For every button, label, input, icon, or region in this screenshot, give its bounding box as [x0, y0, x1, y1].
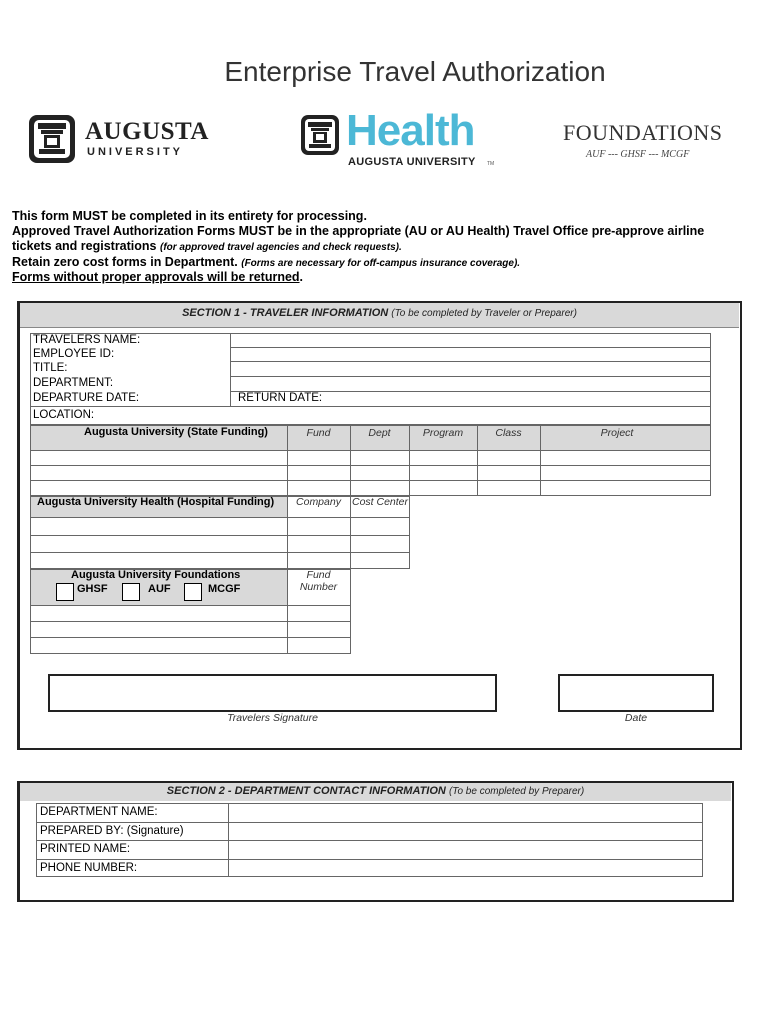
divider [30, 480, 711, 481]
instruction-line-2: Approved Travel Authorization Forms MUST be in the appropriate (AU or AU Health) Travel Office pre-approve airline [12, 224, 705, 238]
program-column-header: Program [422, 427, 464, 439]
instruction-line-4-bold: Retain zero cost forms in Department. [12, 255, 238, 269]
divider [230, 333, 231, 407]
instruction-line-5-end: . [299, 270, 304, 284]
instruction-line-4-italic: (Forms are necessary for off-campus insurance coverage). [241, 258, 521, 269]
health-logo-name: Health [346, 106, 475, 155]
travelers-name-input[interactable] [232, 334, 710, 347]
ghsf-checkbox[interactable] [56, 583, 74, 601]
class-column-header: Class [495, 427, 522, 439]
fund-number-column-header: Fund Number [299, 569, 338, 593]
departure-date-label: DEPARTURE DATE: [33, 392, 140, 404]
instruction-line-3-bold: tickets and registrations [12, 239, 157, 253]
employee-id-label: EMPLOYEE ID: [33, 348, 115, 360]
prepared-by-label: PREPARED BY: (Signature) [40, 825, 184, 837]
instruction-line-5-underlined: Forms without proper approvals will be returned [12, 270, 300, 284]
department-name-label: DEPARTMENT NAME: [40, 806, 158, 818]
section1-subheading: (To be completed by Traveler or Preparer) [391, 308, 577, 319]
date-label: Date [624, 712, 648, 724]
prepared-by-input[interactable] [230, 823, 702, 839]
divider [30, 637, 351, 638]
auf-label: AUF [148, 583, 171, 595]
instruction-line-4 [12, 255, 520, 271]
section2-header [20, 783, 731, 801]
printed-name-label: PRINTED NAME: [40, 843, 131, 855]
divider [30, 535, 410, 536]
travelers-signature-box[interactable] [48, 674, 497, 712]
divider [30, 552, 410, 553]
travelers-name-label: TRAVELERS NAME: [33, 334, 141, 346]
location-input[interactable] [100, 407, 710, 424]
date-box[interactable] [558, 674, 714, 712]
dept-column-header: Dept [368, 427, 391, 439]
department-label: DEPARTMENT: [33, 377, 114, 389]
divider [30, 465, 711, 466]
department-name-input[interactable] [230, 804, 702, 821]
instruction-line-5 [12, 270, 303, 285]
divider [30, 450, 711, 451]
health-logo [300, 114, 340, 161]
augusta-logo-sub: UNIVERSITY [87, 146, 184, 158]
mcgf-checkbox[interactable] [184, 583, 202, 601]
employee-id-input[interactable] [232, 348, 710, 361]
state-funding-heading: Augusta University (State Funding) [84, 426, 268, 438]
instruction-line-3 [12, 239, 402, 255]
printed-name-input[interactable] [230, 841, 702, 858]
phone-number-label: PHONE NUMBER: [40, 862, 138, 874]
company-column-header: Company [296, 496, 341, 508]
title-label: TITLE: [33, 362, 68, 374]
location-label: LOCATION: [33, 409, 95, 421]
foundations-logo-sub: AUF --- GHSF --- MCGF [586, 149, 690, 160]
department-input[interactable] [232, 377, 710, 390]
foundations-logo-name: FOUNDATIONS [563, 120, 723, 145]
health-logo-sub: AUGUSTA UNIVERSITY [348, 156, 476, 168]
auf-checkbox[interactable] [122, 583, 140, 601]
title-input[interactable] [232, 362, 710, 375]
tower-icon [300, 114, 340, 156]
divider [30, 621, 351, 622]
project-column-header: Project [600, 427, 634, 439]
trademark: TM [487, 161, 495, 167]
ghsf-label: GHSF [77, 583, 108, 595]
return-date-input[interactable] [330, 392, 710, 405]
travelers-signature-label: Travelers Signature [227, 712, 318, 724]
departure-date-input[interactable] [140, 392, 228, 405]
cost-center-column-header: Cost Center [351, 496, 409, 508]
return-date-label: RETURN DATE: [238, 392, 323, 404]
section2-heading: SECTION 2 - DEPARTMENT CONTACT INFORMATION [166, 785, 446, 797]
tower-icon [28, 114, 76, 164]
augusta-university-logo [28, 114, 76, 169]
instruction-line-1: This form MUST be completed in its entirety for processing. [12, 209, 367, 223]
fund-column-header: Fund [306, 427, 331, 439]
mcgf-label: MCGF [208, 583, 241, 595]
phone-number-input[interactable] [230, 860, 702, 876]
page-title: Enterprise Travel Authorization [224, 56, 606, 87]
foundations-heading: Augusta University Foundations [71, 569, 241, 581]
divider [30, 517, 410, 518]
instruction-line-3-italic: (for approved travel agencies and check requests). [159, 242, 402, 253]
section2-subheading: (To be completed by Preparer) [448, 786, 585, 797]
divider [30, 605, 351, 606]
hospital-funding-heading: Augusta University Health (Hospital Funding) [37, 496, 275, 508]
section1-heading: SECTION 1 - TRAVELER INFORMATION [182, 307, 389, 319]
augusta-logo-name: AUGUSTA [85, 118, 209, 145]
section1-header [20, 303, 739, 328]
